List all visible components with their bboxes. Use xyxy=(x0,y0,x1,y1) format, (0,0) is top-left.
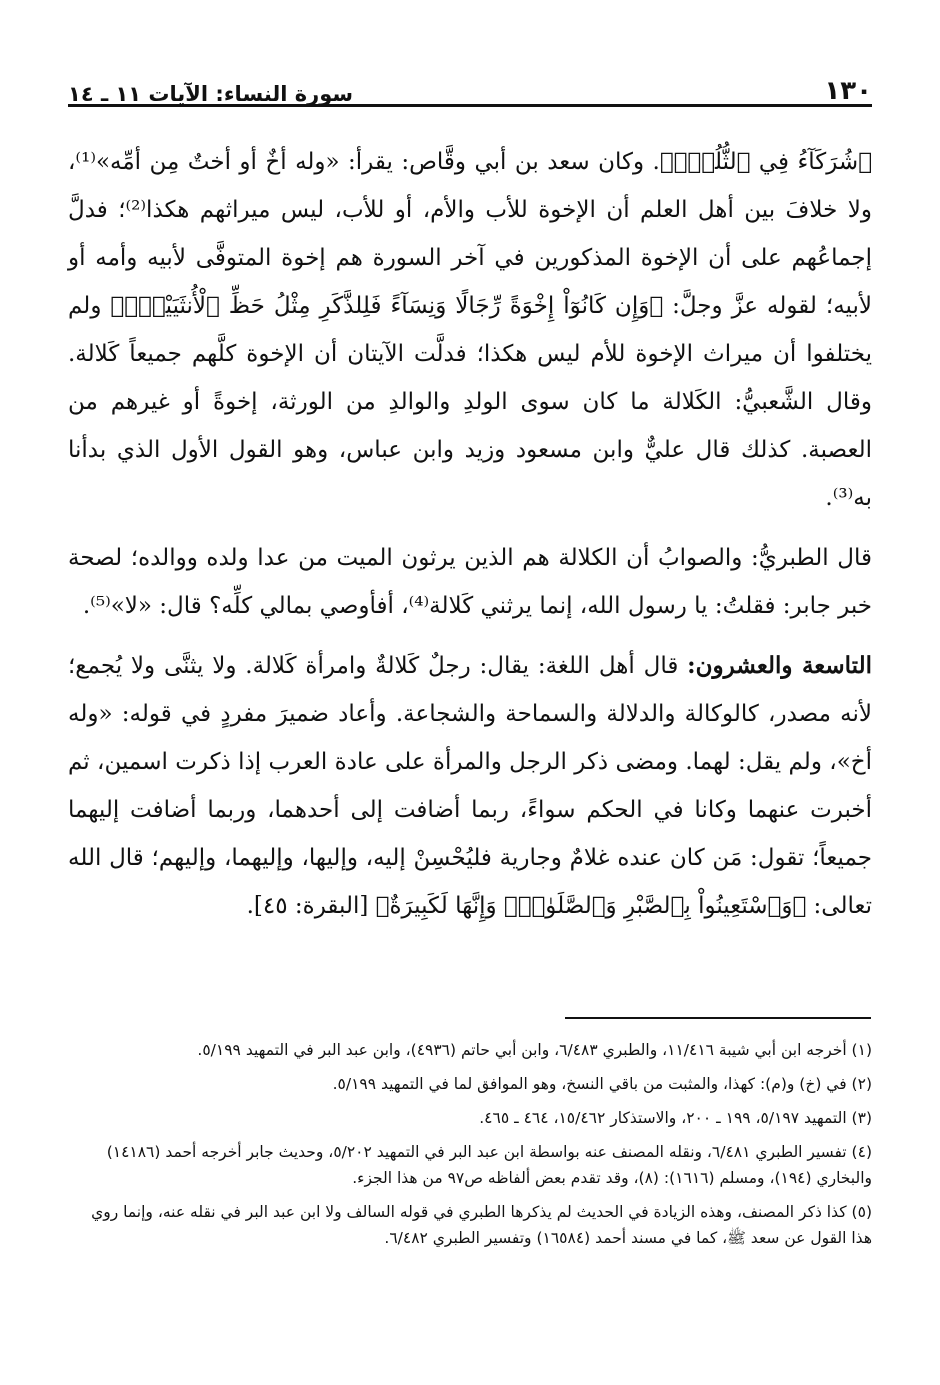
paragraph-2-text: قال الطبريُّ: والصوابُ أن الكلالة هم الذين يرثون الميت من عدا ولده ووالده؛ لصحة خبر جابر: فقلتُ: يا رسول الله، إنما يرثني كَلالة⁽⁴⁾، أفأوصي بمالي كلِّه؟ قال: «لا»⁽⁵⁾. xyxy=(68,545,872,619)
page-header xyxy=(68,58,872,106)
footnote-3: (٣) التمهيد ٥/١٩٧، ١٩٩ ـ ٢٠٠، والاستذكار ١٥/٤٦٢، ٤٦٤ ـ ٤٦٥. xyxy=(479,1109,872,1127)
main-text xyxy=(68,138,872,930)
header-rule xyxy=(68,104,872,107)
running-title: سورة النساء: الآيات ١١ ـ ١٤ xyxy=(68,82,354,106)
section-heading: التاسعة والعشرون: xyxy=(687,652,873,679)
paragraph-3 xyxy=(68,642,872,930)
paragraph-1-text: ﴿شُرَكَآءُ فِي ٱلثُّلُثِۚ﴾. وكان سعد بن أبي وقَّاص: يقرأ: «وله أخٌ أو أختٌ مِن أمِّه»⁽¹⁾، ولا خلافَ بين أهل العلم أن الإخوة للأب والأم، أو للأب، ليس ميراثهم هكذا⁽²⁾؛ فدلَّ إجماعُهم على أن الإخوة المذكورين في آخر السورة هم إخوة المتوفَّى لأبيه وأمه أو لأبيه؛ لقوله عزَّ وجلَّ: ﴿وَإِن كَانُوٓاْ إِخْوَةً رِّجَالًا وَنِسَآءً فَلِلذَّكَرِ مِثْلُ حَظِّ ٱلْأُنثَيَيْنِۗ﴾ ولم يختلفوا أن ميراث الإخوة للأم ليس هكذا؛ فدلَّت الآيتان أن الإخوة كلَّهم جميعاً كَلالة. وقال الشَّعبيُّ: الكَلالة ما كان سوى الولدِ والوالدِ من الورثة، إخوةً أو غيرهم من العصبة. كذلك قال عليٌّ وابن مسعود وزيد وابن عباس، وهو القول الأول الذي بدأنا به⁽³⁾. xyxy=(68,149,872,511)
page-number: ١٣٠ xyxy=(824,76,872,106)
footnote-rule xyxy=(565,1017,871,1019)
footnotes xyxy=(68,1037,872,1259)
footnote-2: (٢) في (خ) و(م): كهذا، والمثبت من باقي النسخ، وهو الموافق لما في التمهيد ٥/١٩٩. xyxy=(332,1075,872,1093)
paragraph-1 xyxy=(68,138,872,522)
paragraph-3-text: قال أهل اللغة: يقال: رجلٌ كَلالةٌ وامرأة كَلالة. ولا يثنَّى ولا يُجمع؛ لأنه مصدر، كالوكالة والدلالة والسماحة والشجاعة. وأعاد ضميرَ مفردٍ في قوله: «وله أخ»، ولم يقل: لهما. ومضى ذكر الرجل والمرأة على عادة العرب إذا ذكرت اسمين، ثم أخبرت عنهما وكانا في الحكم سواءً، ربما أضافت إلى أحدهما، وربما أضافت إليهما جميعاً؛ تقول: مَن كان عنده غلامٌ وجارية فليُحْسِنْ إليه، وإليها، وإليهما، وإليهم؛ قال الله تعالى: ﴿وَٱسْتَعِينُواْ بِٱلصَّبْرِ وَٱلصَّلَوٰةِۚ وَإِنَّهَا لَكَبِيرَةٌ﴾ [البقرة: ٤٥]. xyxy=(68,653,872,919)
footnote-4: (٤) تفسير الطبري ٦/٤٨١، ونقله المصنف عنه بواسطة ابن عبد البر في التمهيد ٥/٢٠٢، وحديث جابر أخرجه أحمد (١٤١٨٦) والبخاري (١٩٤)، ومسلم (١٦١٦): (٨)، وقد تقدم بعض ألفاظه ص٩٧ من هذا الجزء. xyxy=(106,1143,872,1187)
paragraph-2 xyxy=(68,534,872,630)
footnote-1: (١) أخرجه ابن أبي شيبة ١١/٤١٦، والطبري ٦/٤٨٣، وابن أبي حاتم (٤٩٣٦)، وابن عبد البر في التمهيد ٥/١٩٩. xyxy=(197,1041,872,1059)
footnote-5: (٥) كذا ذكر المصنف، وهذه الزيادة في الحديث لم يذكرها الطبري في قوله السالف ولا ابن عبد البر في نقله عنه، وإنما روي هذا القول عن سعد ﷺ، كما في مسند أحمد (١٦٥٨٤) وتفسير الطبري ٦/٤٨٢. xyxy=(91,1203,872,1247)
